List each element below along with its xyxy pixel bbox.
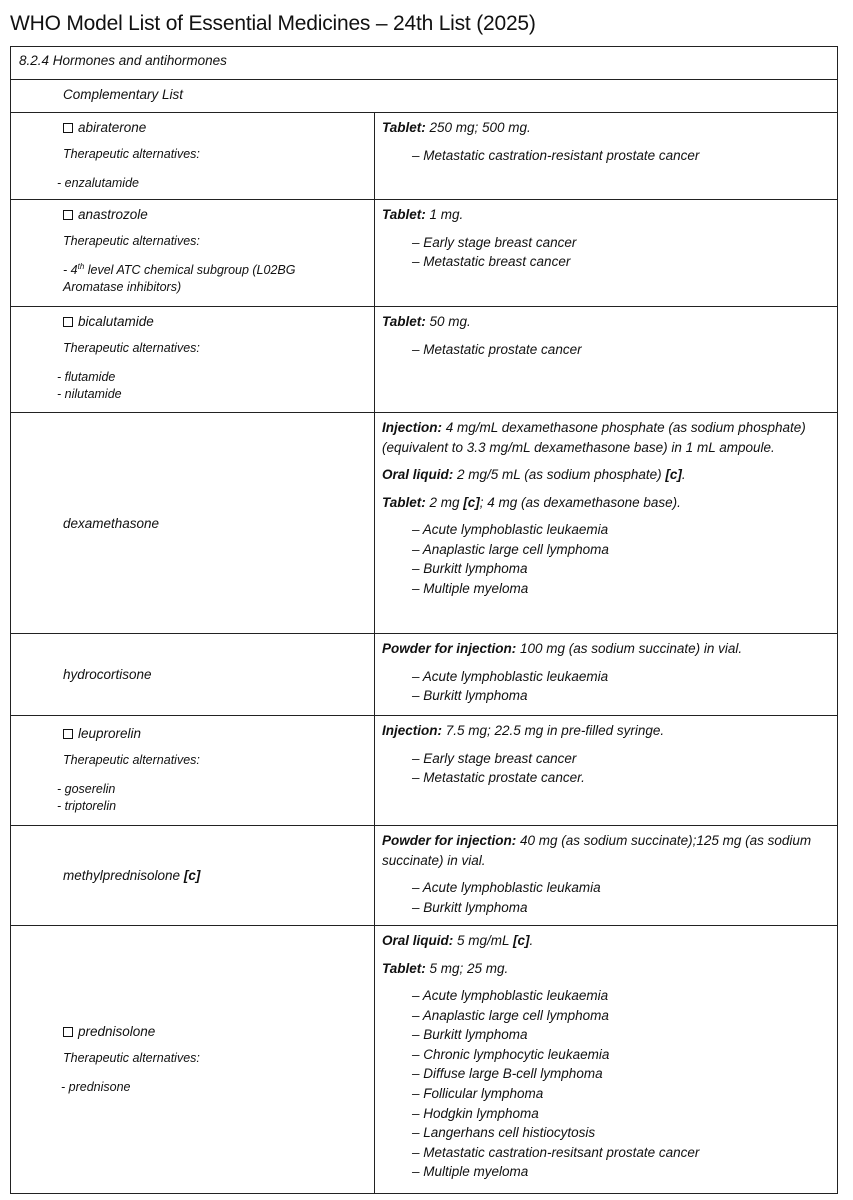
alternatives-list [11, 781, 374, 815]
dosage-form [382, 639, 829, 659]
square-box-icon [63, 317, 73, 327]
formulation-cell [375, 634, 838, 716]
medicine-name-line [11, 120, 374, 135]
complementary-list-title: Complementary List [63, 87, 184, 102]
complementary-list-row [11, 80, 838, 113]
alternative-item: - prednisone [61, 1079, 131, 1094]
dosage-form-label: Tablet: [382, 960, 426, 976]
alternative-prefix: - 4 [63, 263, 78, 278]
medicine-cell [11, 200, 375, 307]
square-box-icon [63, 729, 73, 739]
indication-item: – Early stage breast cancer [412, 234, 577, 250]
indications-list [382, 986, 829, 1182]
formulation-cell [375, 716, 838, 826]
dosage-form-label: Powder for injection: [382, 833, 517, 848]
dosage-form [382, 118, 829, 138]
alternative-item: - triptorelin [57, 798, 117, 813]
dosage-form-text: 100 mg (as sodium succinate) in vial. [516, 641, 743, 656]
indication-item: – Follicular lymphoma [412, 1085, 544, 1101]
dosage-form [382, 931, 829, 951]
indication-item: – Burkitt lymphoma [412, 899, 528, 915]
formulation-cell [375, 113, 838, 200]
indication-item: – Metastatic prostate cancer. [412, 770, 585, 786]
therapeutic-alternatives-label: Therapeutic alternatives: [63, 147, 200, 161]
indications-list [382, 749, 829, 788]
alternative-continuation: Aromatase inhibitors) [63, 280, 182, 295]
square-box-icon [63, 210, 73, 220]
square-box-icon [63, 1027, 73, 1037]
indication-item: – Burkitt lymphoma [412, 688, 528, 704]
dosage-form-label: Tablet: [382, 120, 426, 135]
therapeutic-alternatives-label: Therapeutic alternatives: [63, 753, 200, 767]
medicine-row-abiraterone [11, 113, 838, 200]
section-header-cell [11, 47, 838, 80]
medicine-name-line [11, 207, 374, 222]
indications-list [382, 520, 829, 598]
children-flag: [c] [183, 868, 201, 883]
indication-item: – Metastatic prostate cancer [412, 341, 582, 357]
indication-item: – Acute lymphoblastic leukaemia [412, 988, 609, 1004]
square-box-icon [63, 123, 73, 133]
medicine-row-methylprednisolone [11, 826, 838, 926]
section-title: 8.2.4 Hormones and antihormones [19, 53, 227, 68]
dosage-form-text: 50 mg. [425, 314, 471, 329]
alternative-item: - goserelin [57, 782, 116, 796]
dosage-form-suffix: ; 4 mg (as dexamethasone base). [479, 494, 681, 510]
formulation-cell [375, 413, 838, 634]
alternative-item: - nilutamide [57, 386, 122, 401]
dosage-form-label: Injection: [382, 723, 442, 738]
alternative-superscript: th [77, 262, 85, 271]
medicine-name-line [11, 1024, 374, 1039]
dosage-form [382, 312, 829, 332]
medicine-name: bicalutamide [78, 314, 154, 329]
alternative-rest: level ATC chemical subgroup (L02BG [84, 263, 296, 278]
medicine-cell [11, 413, 375, 634]
indication-item: – Metastatic castration-resistant prostate cancer [412, 147, 700, 163]
indication-item: – Anaplastic large cell lymphoma [412, 1007, 609, 1023]
therapeutic-alternatives-label: Therapeutic alternatives: [63, 341, 200, 355]
dosage-form-label: Injection: [382, 420, 442, 435]
indication-item: – Metastatic breast cancer [412, 254, 571, 270]
dosage-form-text: 4 mg/mL dexamethasone phosphate (as sodium phosphate) (equivalent to 3.3 mg/mL dexamethasone base) in 1 mL ampoule. [382, 420, 806, 455]
indications-list [382, 146, 829, 166]
medicine-cell [11, 634, 375, 716]
indication-item: – Anaplastic large cell lymphoma [412, 541, 609, 557]
medicine-cell [11, 926, 375, 1194]
dosage-form [382, 418, 829, 457]
therapeutic-alternatives-label: Therapeutic alternatives: [63, 1050, 200, 1065]
indication-item: – Diffuse large B-cell lymphoma [412, 1066, 603, 1082]
medicine-name: dexamethasone [63, 515, 160, 531]
dosage-form-label: Oral liquid: [382, 933, 454, 948]
alternatives-list [11, 1079, 374, 1096]
medicine-row-dexamethasone [11, 413, 838, 634]
indication-item: – Langerhans cell histiocytosis [412, 1125, 596, 1141]
medicine-cell [11, 113, 375, 200]
dosage-form-text: 7.5 mg; 22.5 mg in pre-filled syringe. [442, 723, 665, 738]
dosage-form-text: 2 mg [425, 494, 464, 510]
dosage-form-text: 2 mg/5 mL (as sodium phosphate) [453, 467, 666, 483]
indication-item: – Acute lymphoblastic leukamia [412, 880, 601, 896]
indication-item: – Multiple myeloma [412, 1164, 529, 1180]
medicine-name: methylprednisolone [63, 868, 184, 883]
indications-list [382, 878, 829, 917]
indication-item: – Hodgkin lymphoma [412, 1105, 539, 1121]
section-header-row [11, 47, 838, 80]
dosage-form-text: 40 mg (as sodium succinate);125 mg (as sodium succinate) in vial. [382, 833, 812, 868]
children-flag: [c] [463, 494, 480, 510]
indication-item: – Early stage breast cancer [412, 750, 577, 766]
dosage-form-suffix: . [529, 933, 534, 948]
alternative-item: - enzalutamide [57, 176, 139, 190]
dosage-form-text: 1 mg. [425, 207, 464, 222]
formulation-cell [375, 826, 838, 926]
medicine-name: anastrozole [78, 207, 148, 222]
dosage-form-suffix: . [681, 467, 686, 483]
medicine-name: abiraterone [78, 120, 147, 135]
medicine-name-line [11, 314, 374, 329]
medicine-row-hydrocortisone [11, 634, 838, 716]
dosage-form [382, 493, 829, 513]
dosage-form-label: Tablet: [382, 314, 426, 329]
medicine-name: leuprorelin [78, 726, 142, 741]
indications-list [382, 340, 829, 360]
medicine-cell [11, 826, 375, 926]
therapeutic-alternatives-label: Therapeutic alternatives: [63, 234, 200, 248]
dosage-form-text: 5 mg/mL [453, 933, 514, 948]
dosage-form [382, 959, 829, 979]
medicine-cell [11, 307, 375, 413]
indication-item: – Acute lymphoblastic leukaemia [412, 522, 609, 538]
children-flag: [c] [665, 467, 682, 483]
complementary-list-cell [11, 80, 838, 113]
medicines-table [10, 46, 838, 1194]
medicine-name-line [11, 726, 374, 741]
alternative-item [11, 262, 374, 279]
medicine-row-prednisolone [11, 926, 838, 1194]
dosage-form-label: Powder for injection: [382, 641, 517, 656]
indication-item: – Burkitt lymphoma [412, 1027, 528, 1043]
dosage-form [382, 205, 829, 225]
alternatives-list [11, 262, 374, 296]
dosage-form-label: Oral liquid: [382, 467, 454, 483]
indications-list [382, 667, 829, 706]
dosage-form-label: Tablet: [382, 207, 426, 222]
alternatives-list [11, 175, 374, 192]
alternatives-list [11, 369, 374, 403]
dosage-form-label: Tablet: [382, 494, 426, 510]
formulation-cell [375, 307, 838, 413]
indication-item: – Burkitt lymphoma [412, 561, 528, 577]
indication-item: – Chronic lymphocytic leukaemia [412, 1046, 610, 1062]
medicine-name-line [11, 868, 374, 883]
dosage-form [382, 721, 829, 741]
dosage-form-text: 5 mg; 25 mg. [425, 960, 509, 976]
indication-item: – Multiple myeloma [412, 580, 529, 596]
document-title: WHO Model List of Essential Medicines – 24th List (2025) [10, 12, 536, 35]
indications-list [382, 233, 829, 272]
dosage-form-text: 250 mg; 500 mg. [425, 120, 531, 135]
medicine-cell [11, 716, 375, 826]
medicine-name: hydrocortisone [63, 667, 152, 682]
dosage-form [382, 465, 829, 485]
indication-item: – Acute lymphoblastic leukaemia [412, 668, 609, 684]
children-flag: [c] [513, 933, 530, 948]
medicine-row-leuprorelin [11, 716, 838, 826]
alternative-item: - flutamide [57, 370, 116, 384]
formulation-cell [375, 200, 838, 307]
medicine-name: prednisolone [78, 1023, 156, 1039]
indication-item: – Metastatic castration-resitsant prostate cancer [412, 1144, 700, 1160]
medicine-row-anastrozole [11, 200, 838, 307]
medicine-row-bicalutamide [11, 307, 838, 413]
dosage-form [382, 831, 829, 870]
formulation-cell [375, 926, 838, 1194]
